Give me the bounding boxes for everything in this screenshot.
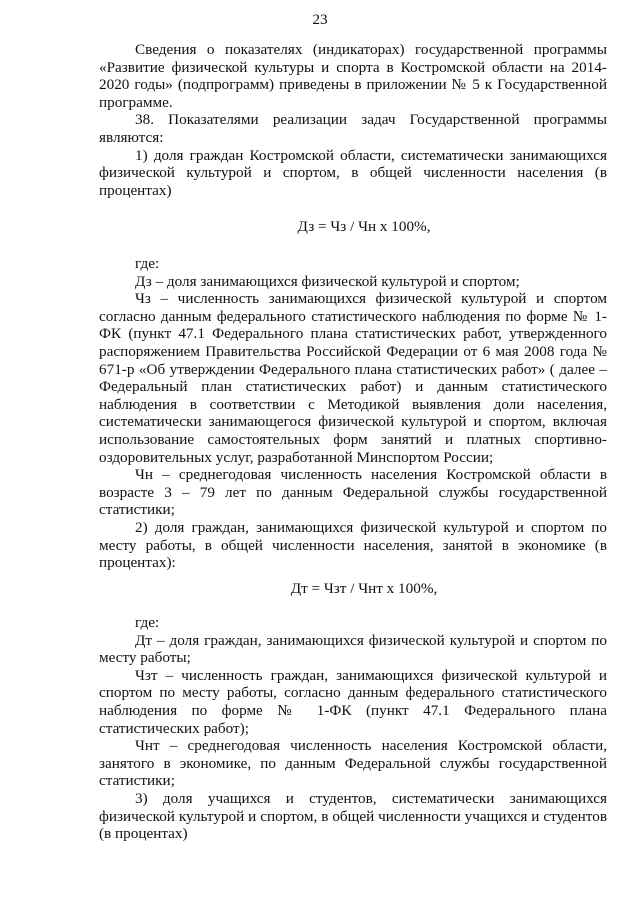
paragraph-indicator-1: 1) доля граждан Костромской области, систематически занимающихся физической культурой и спортом, в общей численности населения (в процентах) xyxy=(99,146,607,199)
definitions-section-2 xyxy=(99,614,607,843)
definitions-section-1 xyxy=(99,255,607,572)
formula-dz xyxy=(99,218,607,236)
paragraph-item-38: 38. Показателями реализации задач Государственной программы являются: xyxy=(99,111,607,146)
paragraph-indicator-2: 2) доля граждан, занимающихся физической культурой и спортом по месту работы, в общей численности населения, занятой в экономике (в процентах): xyxy=(99,518,607,572)
definition-dz: Дз – доля занимающихся физической культурой и спортом; xyxy=(135,272,520,290)
paragraph-indicator-3: 3) доля учащихся и студентов, систематически занимающихся физической культурой и спортом, в общей численности учащихся и студентов (в процентах) xyxy=(99,789,607,843)
definition-chn: Чн – среднегодовая численность населения Костромской области в возрасте 3 – 79 лет по данным Федеральной службы государственной статистики; xyxy=(99,466,607,519)
definition-chnt: Чнт – среднегодовая численность населения Костромской области, занятого в экономике, по данным Федеральной службы государственной статистики; xyxy=(99,737,607,790)
definition-chzt: Чзт – численность граждан, занимающихся физической культурой и спортом по месту работы, согласно данным федерального статистического наблюдения по форме № 1-ФК (пункт 47.1 Федерального плана статистических работ); xyxy=(99,666,607,737)
formula-dt-text: Дт = Чзт / Чнт х 100%, xyxy=(290,580,438,597)
intro-section xyxy=(99,41,607,199)
definition-dt: Дт – доля граждан, занимающихся физической культурой и спортом по месту работы; xyxy=(99,631,607,667)
page-number: 23 xyxy=(312,11,328,28)
where-label: где: xyxy=(135,255,160,272)
formula-dz-text: Дз = Чз / Чн х 100%, xyxy=(297,218,431,235)
where-label-2: где: xyxy=(135,614,160,631)
paragraph-program-indicators: Сведения о показателях (индикаторах) государственной программы «Развитие физической культуры и спорта в Костромской области на 2014-2020 годы» (подпрограмм) приведены в приложении № 5 к Государственной программе. xyxy=(99,41,607,111)
formula-dt xyxy=(99,580,607,598)
definition-chz: Чз – численность занимающихся физической культурой и спортом согласно данным федерального статистического наблюдения по форме № 1-ФК (пункт 47.1 Федерального плана статистических работ, утвержденного распоряжением Правительства Российской Федерации от 6 мая 2008 года № 671-р «Об утверждении Федерального плана статистических работ» ( далее – Федеральный план статистических работ) и данным статистического наблюдения в соответствии с Методикой выявления доли населения, систематически занимающегося физической культурой и спортом, включая использование самостоятельных форм занятий и платных спортивно-оздоровительных услуг, разработанной Минспортом России; xyxy=(99,290,607,466)
